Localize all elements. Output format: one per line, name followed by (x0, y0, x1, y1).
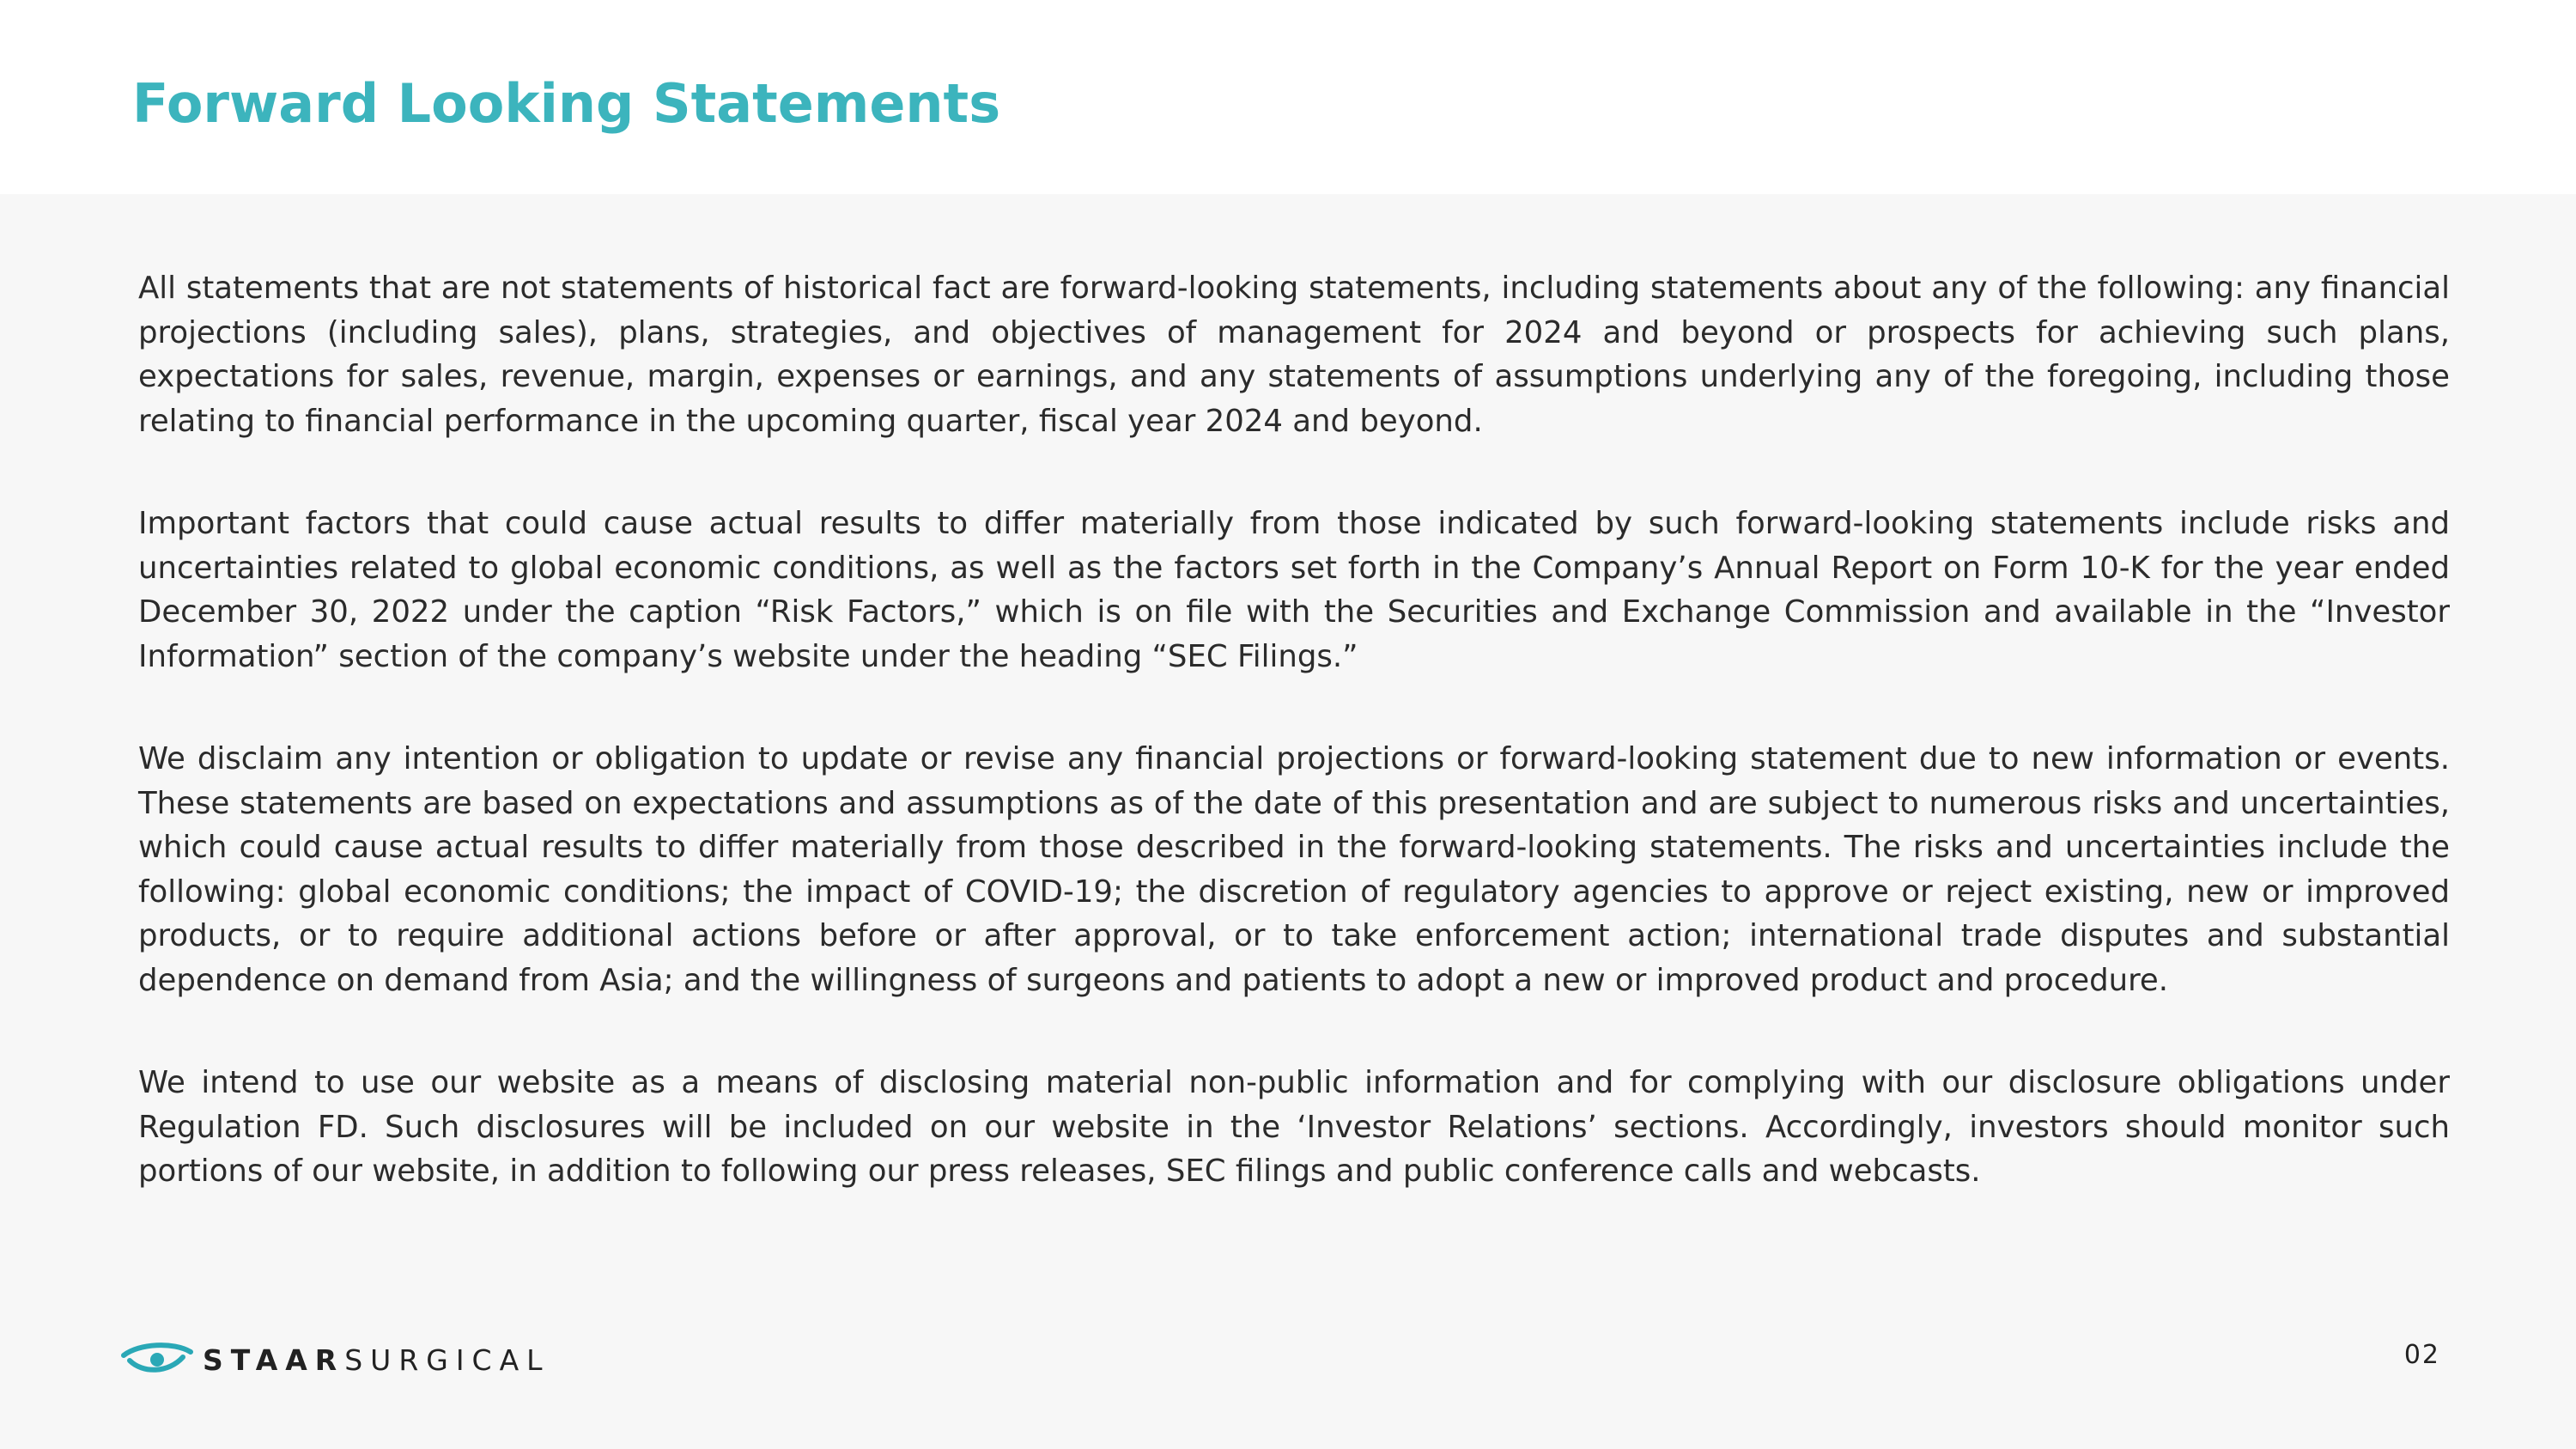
page-number: 02 (2403, 1340, 2440, 1370)
paragraph-forward-looking: All statements that are not statements of historical fact are forward-looking statements, including statements about any of the following: any financial projections (including sales), plans, strategies, and objectives of management for 2024 and beyond or prospects for achieving such plans, expectations for sales, revenue, margin, expenses or earnings, and any statements of assumptions underlying any of the foregoing, including those relating to financial performance in the upcoming quarter, fiscal year 2024 and beyond. (138, 271, 2450, 439)
eye-logo-icon (120, 1341, 194, 1379)
logo-wordmark-light: SURGICAL (344, 1342, 550, 1377)
slide-header (0, 0, 2576, 194)
logo-wordmark (203, 1343, 550, 1377)
page-title: Forward Looking Statements (132, 72, 1001, 135)
logo-wordmark-bold: STAAR (203, 1342, 345, 1377)
company-logo (120, 1338, 550, 1381)
paragraph-important-factors: Important factors that could cause actual results to differ materially from those indicated by such forward-looking statements include risks and uncertainties related to global economic conditions, as well as the factors set forth in the Company’s Annual Report on Form 10-K for the year ended December 30, 2022 under the caption “Risk Factors,” which is on file with the Securities and Exchange Commission and available in the “Investor Information” section of the company’s website under the heading “SEC Filings.” (138, 506, 2450, 674)
paragraph-disclaimer: We disclaim any intention or obligation to update or revise any financial projections or forward-looking statement due to new information or events. These statements are based on expectations and assumptions as of the date of this presentation and are subject to numerous risks and uncertainties, which could cause actual results to differ materially from those described in the forward-looking statements. The risks and uncertainties include the following: global economic conditions; the impact of COVID-19; the discretion of regulatory agencies to approve or reject existing, new or improved products, or to require additional actions before or after approval, or to take enforcement action; international trade disputes and substantial dependence on demand from Asia; and the willingness of surgeons and patients to adopt a new or improved product and procedure. (138, 741, 2450, 998)
slide-body (138, 266, 2450, 1252)
paragraph-website-disclosure: We intend to use our website as a means of disclosing material non-public information and for complying with our disclosure obligations under Regulation FD. Such disclosures will be included on our website in the ‘Investor Relations’ sections. Accordingly, investors should monitor such portions of our website, in addition to following our press releases, SEC filings and public conference calls and webcasts. (138, 1065, 2450, 1189)
